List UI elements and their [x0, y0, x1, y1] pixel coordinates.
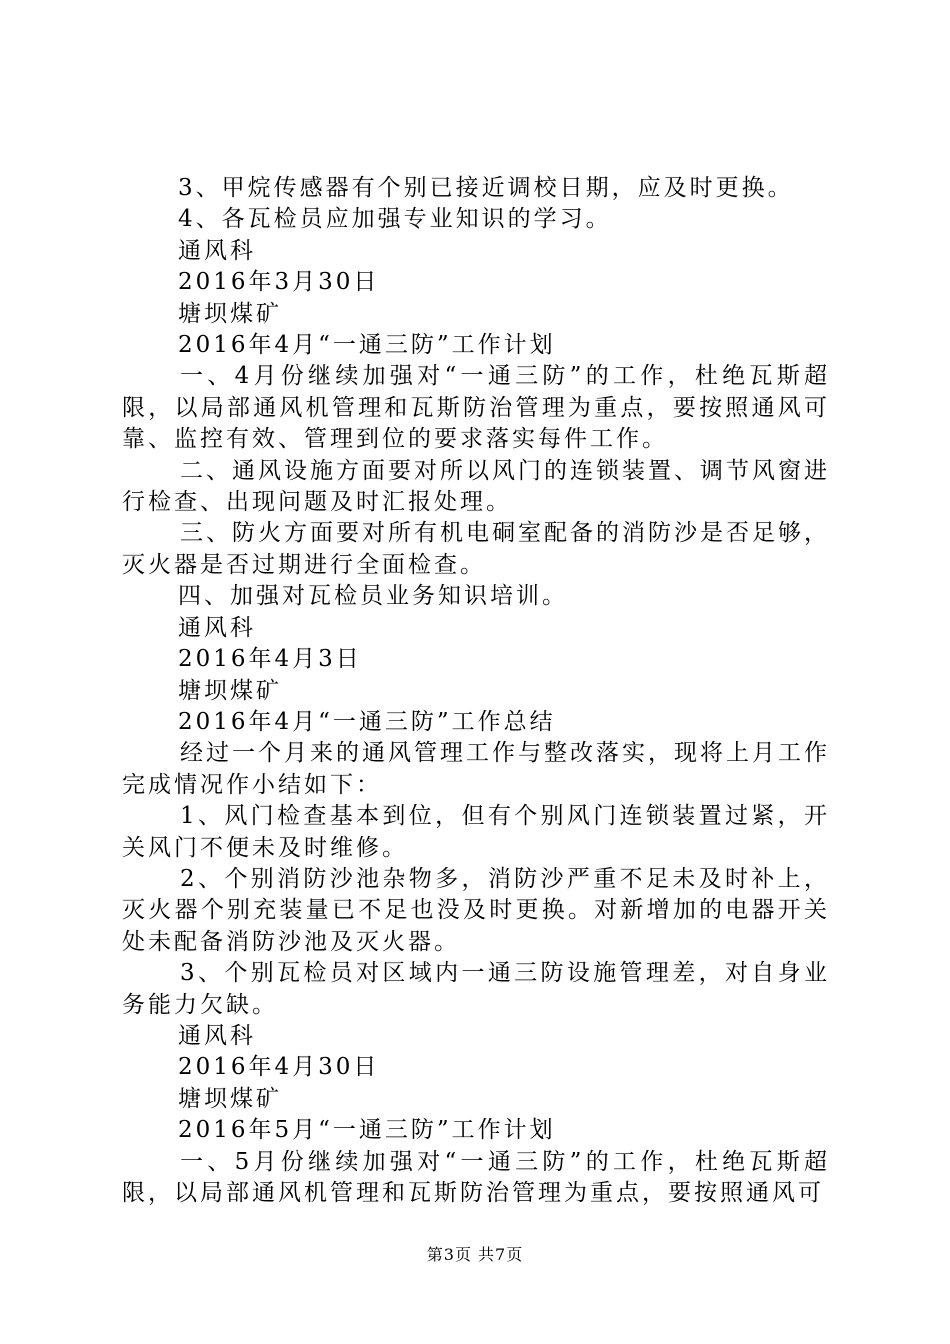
text-line: 3、甲烷传感器有个别已接近调校日期，应及时更换。 — [178, 175, 794, 201]
text-line: 塘坝煤矿 — [178, 677, 282, 704]
text-line: 四、加强对瓦检员业务知识培训。 — [178, 583, 568, 610]
text-line: 2016年4月“一通三防”工作计划 — [178, 332, 556, 359]
paragraph: 2、个别消防沙池杂物多，消防沙严重不足未及时补上，灭火器个别充装量已不足也没及时更换。对新增加的电器开关处未配备消防沙池及灭火器。 — [122, 865, 830, 955]
text-line: 通风科 — [178, 614, 256, 641]
text-lines — [122, 173, 830, 1209]
text-line: 通风科 — [178, 237, 256, 264]
text-line: 2016年4月3日 — [178, 646, 362, 673]
text-line: 2016年4月30日 — [178, 1054, 380, 1081]
text-line: 塘坝煤矿 — [178, 300, 282, 327]
text-line: 塘坝煤矿 — [178, 1085, 282, 1112]
text-line: 2016年5月“一通三防”工作计划 — [178, 1117, 556, 1144]
text-line: 4、各瓦检员应加强专业知识的学习。 — [178, 206, 612, 233]
text-line: 2016年3月30日 — [178, 269, 380, 296]
paragraph: 1、风门检查基本到位，但有个别风门连锁装置过紧，开关风门不便未及时维修。 — [122, 803, 830, 861]
text-line: 2016年4月“一通三防”工作总结 — [178, 708, 556, 735]
paragraph: 3、个别瓦检员对区域内一通三防设施管理差，对自身业务能力欠缺。 — [122, 960, 830, 1018]
paragraph: 二、通风设施方面要对所以风门的连锁装置、调节风窗进行检查、出现问题及时汇报处理。 — [122, 457, 830, 516]
paragraph: 三、防火方面要对所有机电硐室配备的消防沙是否足够，灭火器是否过期进行全面检查。 — [122, 520, 830, 578]
text-line: 通风科 — [178, 1022, 256, 1049]
paragraph: 一、4月份继续加强对“一通三防”的工作，杜绝瓦斯超限，以局部通风机管理和瓦斯防治管理为重点，要按照通风可靠、监控有效、管理到位的要求落实每件工作。 — [122, 363, 830, 453]
paragraph: 经过一个月来的通风管理工作与整改落实，现将上月工作完成情况作小结如下： — [122, 740, 830, 798]
paragraph: 一、5月份继续加强对“一通三防”的工作，杜绝瓦斯超限，以局部通风机管理和瓦斯防治管理为重点，要按照通风可 — [122, 1148, 830, 1206]
page-footer: 第3页 共7页 — [426, 1245, 524, 1264]
document-body — [122, 173, 830, 1209]
